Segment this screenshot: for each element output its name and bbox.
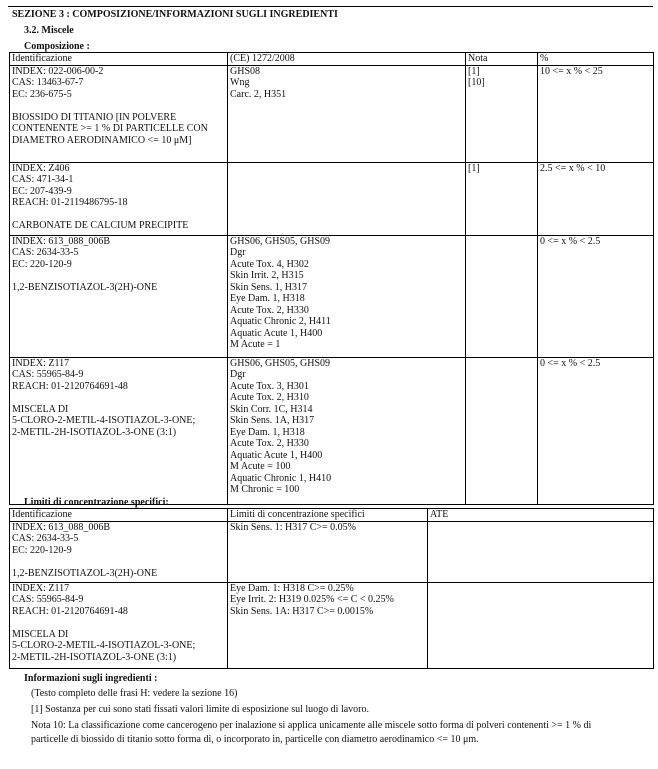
percent-value: 0 <= x % < 2.5	[540, 357, 601, 369]
percent-value: 2.5 <= x % < 10	[540, 162, 606, 174]
cell-ate	[428, 521, 654, 582]
id-line: 5-CLORO-2-METIL-4-ISOTIAZOL-3-ONE;	[12, 415, 196, 426]
ce-line: Acute Tox. 4, H302	[230, 258, 309, 270]
id-line: CAS: 2634-33-5	[12, 533, 79, 544]
cell-identification	[10, 582, 228, 668]
id-line: REACH: 01-2120764691-48	[12, 605, 128, 617]
table-row	[10, 582, 654, 668]
cell-ce	[228, 162, 466, 235]
cell-limits	[228, 521, 428, 582]
header-identificazione: Identificazione	[10, 509, 228, 522]
ce-line: M Acute = 100	[230, 461, 291, 472]
ce-line: M Chronic = 100	[230, 484, 300, 495]
limit-line: Skin Sens. 1A: H317 C>= 0.0015%	[230, 605, 374, 617]
ce-line: Acute Tox. 2, H330	[230, 304, 309, 316]
ingredients-info-label: Informazioni sugli ingredienti :	[24, 673, 158, 684]
ce-line: GHS06, GHS05, GHS09	[230, 235, 331, 247]
subsection-title: 3.2. Miscele	[24, 25, 74, 36]
cell-ce	[228, 357, 466, 504]
composition-header-row	[10, 53, 654, 66]
id-line: REACH: 01-2120764691-48	[12, 380, 128, 392]
composition-label: Composizione :	[24, 41, 90, 52]
ce-line: Aquatic Chronic 1, H410	[230, 472, 332, 484]
header-ate: ATE	[428, 509, 654, 522]
cell-ce	[228, 235, 466, 357]
ce-line: M Acute = 1	[230, 339, 281, 350]
ce-line: Carc. 2, H351	[230, 88, 287, 100]
id-line: INDEX: Z406	[12, 162, 70, 174]
ce-line: Aquatic Chronic 2, H411	[230, 316, 331, 327]
section-title: SEZIONE 3 : COMPOSIZIONE/INFORMAZIONI SUGLI INGREDIENTI	[12, 9, 338, 20]
nota-line: [1]	[468, 162, 480, 174]
id-line: 2-METIL-2H-ISOTIAZOL-3-ONE (3:1)	[12, 651, 177, 663]
limits-table	[9, 508, 654, 669]
header-identificazione: Identificazione	[10, 53, 228, 66]
ce-line: Eye Dam. 1, H318	[230, 426, 305, 438]
id-line: CAS: 13463-67-7	[12, 77, 84, 88]
id-line: CAS: 2634-33-5	[12, 247, 79, 258]
nota-line: [1]	[468, 65, 480, 77]
nota-line: [10]	[468, 77, 485, 88]
ce-line: Aquatic Acute 1, H400	[230, 449, 323, 461]
id-line: INDEX: Z117	[12, 582, 70, 594]
limits-header-row	[10, 509, 654, 522]
id-line: CAS: 55965-84-9	[12, 594, 84, 605]
cell-ce	[228, 65, 466, 162]
cell-nota	[466, 162, 538, 235]
section-top-rule	[8, 6, 653, 7]
table-row	[10, 65, 654, 162]
cell-percent	[538, 65, 654, 162]
cell-nota	[466, 357, 538, 504]
cell-identification	[10, 521, 228, 582]
cell-identification	[10, 357, 228, 504]
info-line: particelle di biossido di titanio sotto forma di, o incorporato in, particelle con diametro aerodinamico <= 10 μm.	[31, 734, 479, 745]
ce-line: Skin Irrit. 2, H315	[230, 270, 304, 281]
id-line: CAS: 55965-84-9	[12, 369, 84, 380]
cell-identification	[10, 235, 228, 357]
cell-percent	[538, 357, 654, 504]
cell-ate	[428, 582, 654, 668]
info-line: (Testo completo delle frasi H: vedere la sezione 16)	[31, 688, 238, 699]
header-limiti: Limiti di concentrazione specifici	[228, 509, 428, 522]
ce-line: Dgr	[230, 369, 246, 380]
ce-line: Skin Sens. 1A, H317	[230, 415, 315, 426]
ce-line: Acute Tox. 2, H310	[230, 392, 309, 403]
id-line: INDEX: 613_088_006B	[12, 235, 111, 247]
id-line: EC: 220-120-9	[12, 544, 72, 556]
id-line: DIAMETRO AERODINAMICO <= 10 μM]	[12, 134, 192, 146]
id-line: EC: 220-120-9	[12, 258, 72, 270]
ce-line: Eye Dam. 1, H318	[230, 293, 305, 304]
cell-nota	[466, 235, 538, 357]
table-row	[10, 235, 654, 357]
id-line: MISCELA DI	[12, 628, 69, 640]
ce-line: Dgr	[230, 247, 246, 258]
id-line: INDEX: 022-006-00-2	[12, 65, 104, 77]
percent-value: 0 <= x % < 2.5	[540, 235, 601, 247]
id-line: 5-CLORO-2-METIL-4-ISOTIAZOL-3-ONE;	[12, 640, 196, 651]
id-line: 1,2-BENZISOTIAZOL-3(2H)-ONE	[12, 567, 158, 579]
limit-line: Skin Sens. 1: H317 C>= 0.05%	[230, 521, 357, 533]
id-line: REACH: 01-2119486795-18	[12, 197, 128, 208]
ce-line: Acute Tox. 2, H330	[230, 438, 309, 449]
ce-line: GHS08	[230, 65, 261, 77]
table-row	[10, 162, 654, 235]
id-line: MISCELA DI	[12, 403, 69, 415]
id-line: BIOSSIDO DI TITANIO [IN POLVERE	[12, 111, 177, 123]
ce-line: Acute Tox. 3, H301	[230, 380, 309, 392]
composition-table	[9, 52, 654, 505]
limit-line: Eye Dam. 1: H318 C>= 0.25%	[230, 582, 354, 594]
table-row	[10, 357, 654, 504]
id-line: CONTENENTE >= 1 % DI PARTICELLE CON	[12, 123, 208, 134]
cell-identification	[10, 162, 228, 235]
info-line: [1] Sostanza per cui sono stati fissati valori limite di esposizione sul luogo di lavoro.	[31, 704, 369, 715]
cell-nota	[466, 65, 538, 162]
table-row	[10, 521, 654, 582]
limit-line: Eye Irrit. 2: H319 0.025% <= C < 0.25%	[230, 594, 394, 605]
id-line: CAS: 471-34-1	[12, 174, 74, 185]
id-line: CARBONATE DE CALCIUM PRECIPITE	[12, 220, 189, 231]
ce-line: Skin Sens. 1, H317	[230, 281, 307, 293]
cell-limits	[228, 582, 428, 668]
id-line: EC: 207-439-9	[12, 185, 72, 197]
id-line: 2-METIL-2H-ISOTIAZOL-3-ONE (3:1)	[12, 426, 177, 438]
ce-line: Aquatic Acute 1, H400	[230, 327, 323, 339]
header-nota: Nota	[466, 53, 538, 66]
cell-percent	[538, 162, 654, 235]
id-line: EC: 236-675-5	[12, 88, 72, 100]
limits-label: Limiti di concentrazione specifici:	[24, 497, 169, 508]
id-line: 1,2-BENZISOTIAZOL-3(2H)-ONE	[12, 281, 158, 293]
header-percent: %	[538, 53, 654, 66]
ce-line: Skin Corr. 1C, H314	[230, 403, 313, 415]
ce-line: Wng	[230, 77, 250, 88]
ce-line: GHS06, GHS05, GHS09	[230, 357, 331, 369]
cell-percent	[538, 235, 654, 357]
id-line: INDEX: Z117	[12, 357, 70, 369]
percent-value: 10 <= x % < 25	[540, 65, 603, 77]
header-ce: (CE) 1272/2008	[228, 53, 466, 66]
info-line: Nota 10: La classificazione come cancerogeno per inalazione si applica unicamente alle miscele sotto forma di polveri contenenti >= 1 % di	[31, 720, 592, 731]
id-line: INDEX: 613_088_006B	[12, 521, 111, 533]
cell-identification	[10, 65, 228, 162]
